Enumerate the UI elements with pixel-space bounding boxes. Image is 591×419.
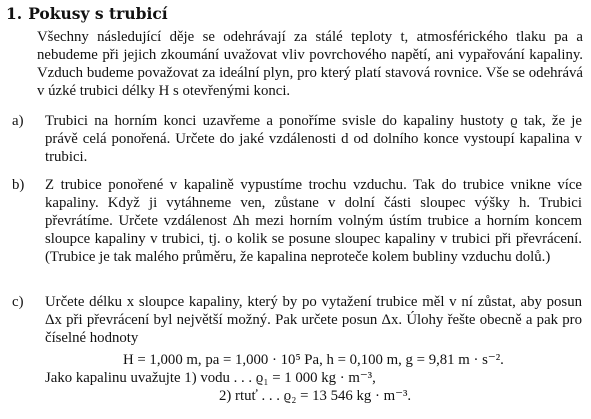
subtask-b-label: b) [12, 177, 25, 193]
problem-number: 1. [6, 4, 23, 23]
numeric-values-formula: H = 1,000 m, pa = 1,000 · 10⁵ Pa, h = 0,100 m, g = 9,81 m · s⁻². [123, 352, 504, 368]
problem-title: Pokusy s trubicí [28, 4, 168, 23]
subtask-c-text: Určete délku x sloupce kapaliny, který by po vytažení trubice měl v ní zůstat, aby posun Δx při převrácení byl největší možný. Pak určete posun Δx. Úlohy řešte obecně a pak pro číselné hodnoty [45, 294, 582, 346]
liquid-mercury-line: 2) rtuť . . . ϱ₂ = 13 546 kg · m⁻³. [219, 388, 412, 404]
subtask-b [12, 176, 586, 266]
subtask-c [12, 293, 586, 347]
subtask-a-label: a) [12, 113, 24, 129]
problem-heading [6, 4, 168, 23]
subtask-b-text: Z trubice ponořené v kapalině vypustíme trochu vzduchu. Tak do trubice vnikne více kapaliny. Když ji vytáhneme ven, zůstane v dolní části sloupec výšky h. Trubici převrátíme. Určete vzdálenost Δh mezi horním volným ústím trubice a horním koncem sloupce kapaliny v trubici, tj. o kolik se posune sloupec kapaliny v trubici při převrácení. (Trubice je tak malého průměru, že kapalina neproteče kolem bubliny vzduchu dolů.) [45, 177, 582, 265]
liquid-water-line: Jako kapalinu uvažujte 1) vodu . . . ϱ₁ = 1 000 kg · m⁻³, [45, 370, 376, 386]
subtask-a [12, 112, 586, 166]
subtask-a-text: Trubici na horním konci uzavřeme a ponoříme svisle do kapaliny hustoty ϱ tak, že je právě celá ponořená. Určete do jaké vzdálenosti d od dolního konce vystoupí kapalina v trubici. [45, 113, 582, 165]
subtask-c-label: c) [12, 294, 24, 310]
problem-intro: Všechny následující děje se odehrávají za stálé teploty t, atmosférického tlaku pa a nebudeme při jejich zkoumání uvažovat vliv povrchového napětí, ani vypařování kapaliny. Vzduch budeme považovat za ideální plyn, pro který platí stavová rovnice. Vše se odehrává v úzké trubici délky H s otevřenými konci. [37, 29, 583, 99]
